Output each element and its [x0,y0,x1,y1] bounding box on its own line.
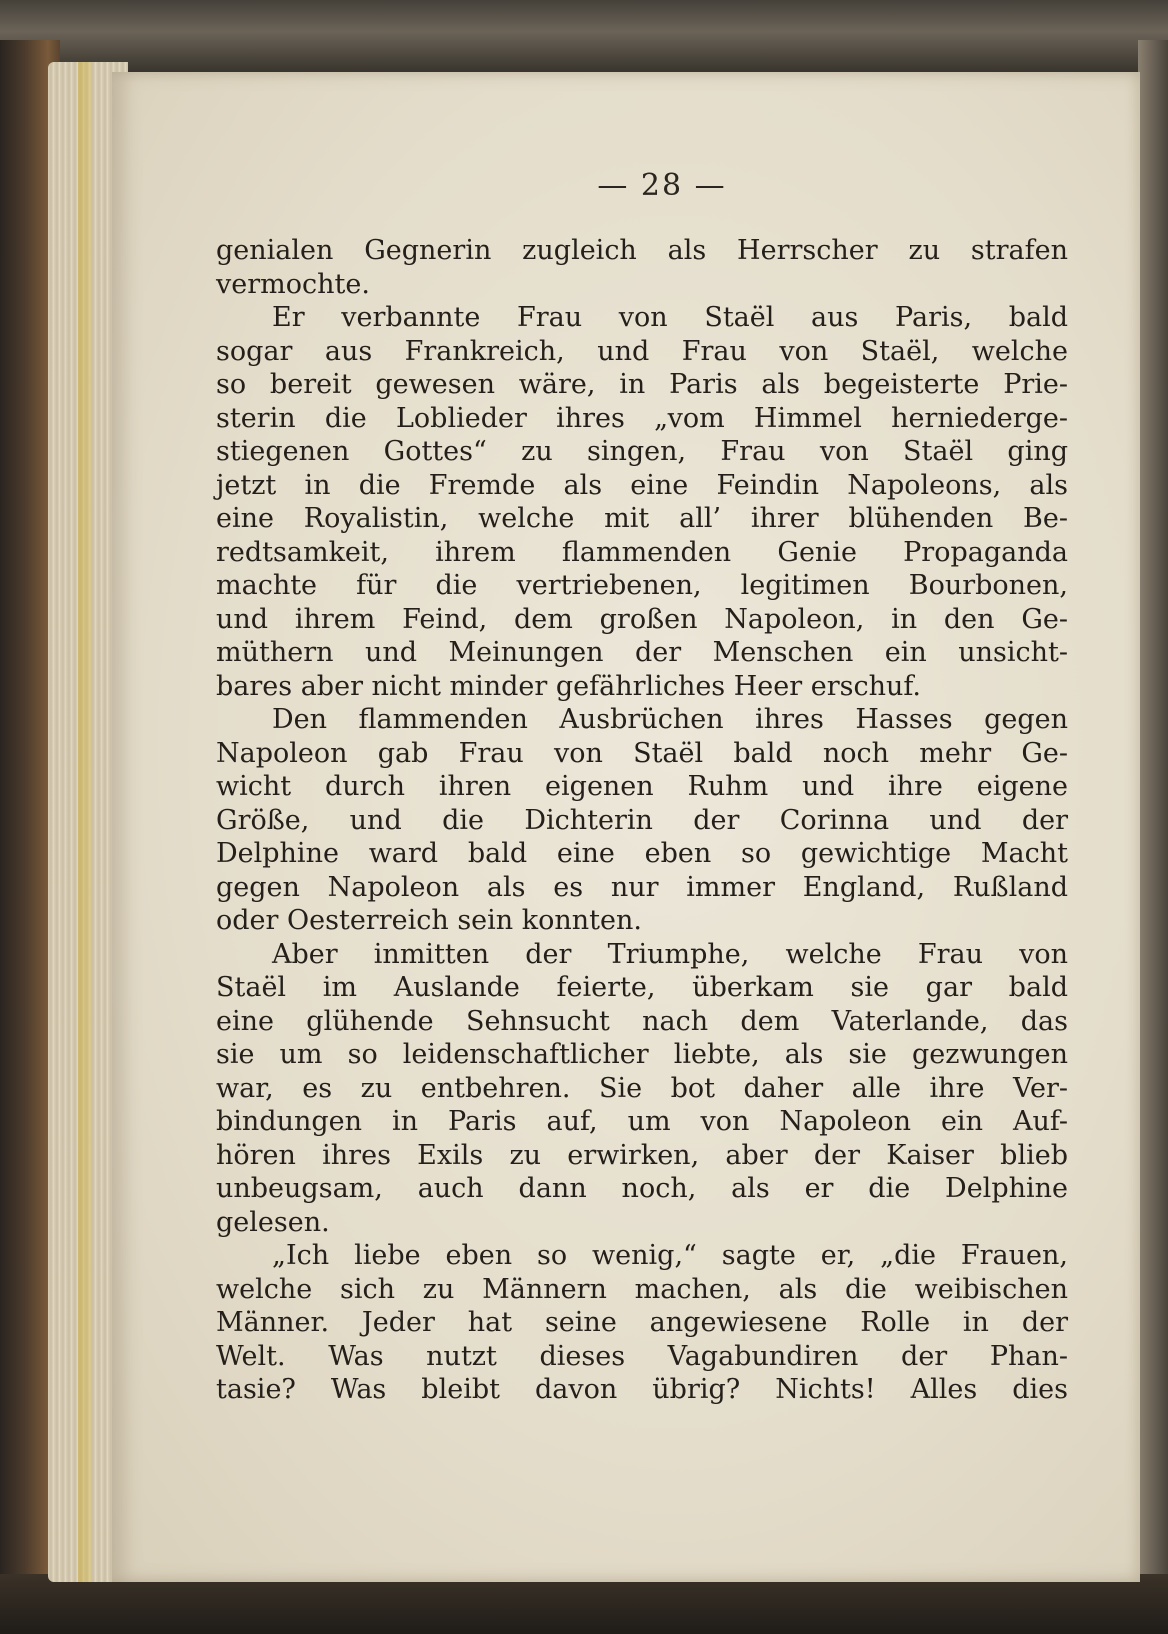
book-binding-bottom [0,1574,1168,1634]
text-line: müthern und Meinungen der Menschen ein unsicht- [216,637,1068,668]
text-line: stiegenen Gottes“ zu singen, Frau von Staël ging [216,436,1068,467]
text-line: „Ich liebe eben so wenig,“ sagte er, „die Frauen, [272,1240,1068,1271]
text-line: bares aber nicht minder gefährliches Heer erschuf. [216,670,921,702]
text-line: und ihrem Feind, dem großen Napoleon, in den Ge- [216,603,1068,635]
page-number: — 28 — [597,168,727,203]
text-line: sie um so leidenschaftlicher liebte, als sie gezwungen [216,1039,1068,1070]
text-line: wicht durch ihren eigenen Ruhm und ihre eigene [216,771,1068,802]
text-line: war, es zu entbehren. Sie bot daher alle ihre Ver- [216,1072,1068,1104]
text-line: Den flammenden Ausbrüchen ihres Hasses gegen [272,704,1068,735]
text-line: Männer. Jeder hat seine angewiesene Rolle in der [216,1307,1068,1338]
text-line: oder Oesterreich sein konnten. [216,905,642,936]
text-line: welche sich zu Männern machen, als die weibischen [216,1273,1068,1305]
text-line: machte für die vertriebenen, legitimen Bourbonen, [216,570,1068,601]
text-line: Aber inmitten der Triumphe, welche Frau von [272,938,1068,970]
text-line: so bereit gewesen wäre, in Paris als begeisterte Prie- [216,369,1068,400]
text-line: Delphine ward bald eine eben so gewichtige Macht [216,838,1068,869]
text-line: gegen Napoleon als es nur immer England, Rußland [216,871,1068,903]
book-binding-right [1138,40,1168,1634]
text-line: eine Royalistin, welche mit all’ ihrer blühenden Be- [216,503,1068,534]
text-line: tasie? Was bleibt davon übrig? Nichts! Alles dies [216,1374,1068,1405]
text-line: unbeugsam, auch dann noch, als er die Delphine [216,1173,1068,1204]
text-line: Welt. Was nutzt dieses Vagabundiren der Phan- [216,1340,1068,1372]
text-line: jetzt in die Fremde als eine Feindin Napoleons, als [216,469,1068,501]
text-line: Napoleon gab Frau von Staël bald noch mehr Ge- [216,737,1068,769]
text-line: vermochte. [216,268,370,300]
text-line: sterin die Loblieder ihres „vom Himmel herniederge- [216,402,1068,434]
text-line: bindungen in Paris auf, um von Napoleon ein Auf- [216,1106,1068,1137]
text-line: redtsamkeit, ihrem flammenden Genie Propaganda [216,536,1068,568]
book-binding-top [0,0,1168,70]
text-line: gelesen. [216,1206,330,1238]
text-line: genialen Gegnerin zugleich als Herrscher zu strafen [216,235,1068,266]
text-line: eine glühende Sehnsucht nach dem Vaterlande, das [216,1005,1068,1037]
text-line: sogar aus Frankreich, und Frau von Staël, welche [216,335,1068,367]
text-line: hören ihres Exils zu erwirken, aber der Kaiser blieb [216,1139,1068,1171]
text-line: Staël im Auslande feierte, überkam sie gar bald [216,972,1068,1003]
text-line: Größe, und die Dichterin der Corinna und der [216,804,1068,836]
body-text [216,234,1068,1407]
text-line: Er verbannte Frau von Staël aus Paris, bald [272,302,1068,333]
